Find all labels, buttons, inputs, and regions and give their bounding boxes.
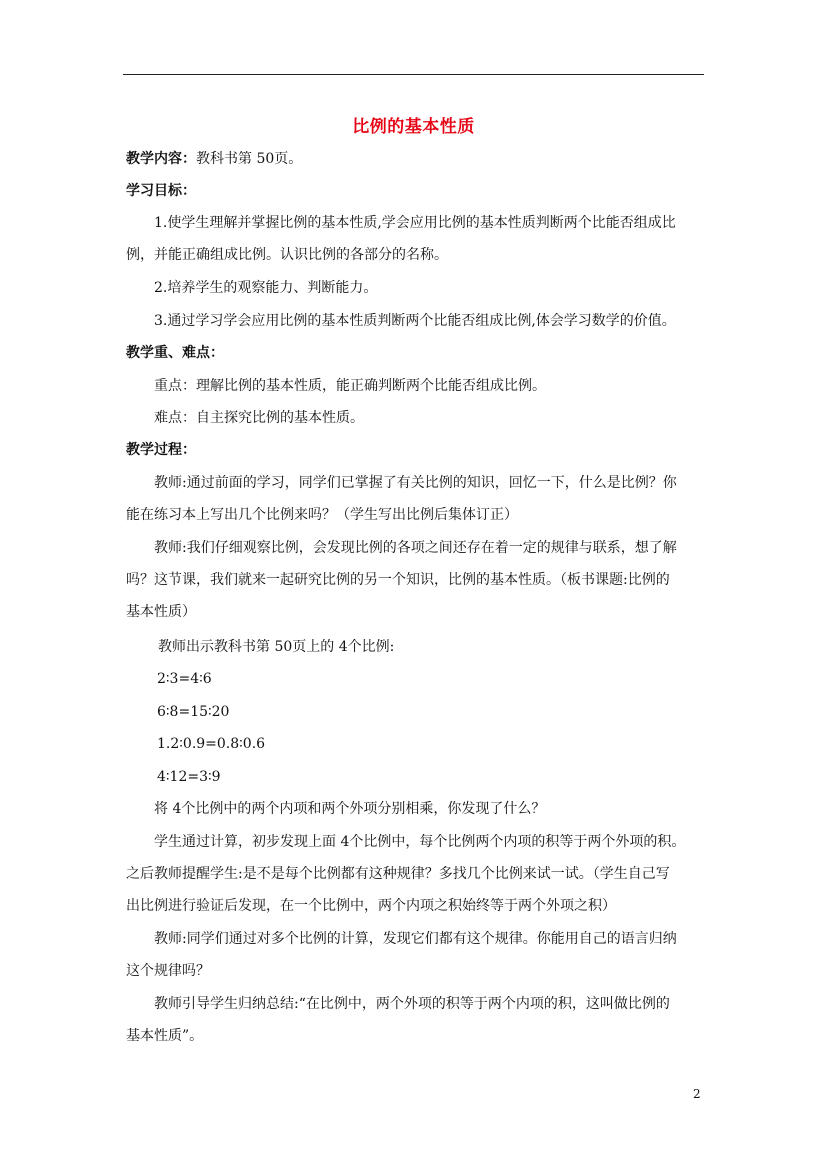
objective-1-line-1: 1.使学生理解并掌握比例的基本性质,学会应用比例的基本性质判断两个比能否组成比 <box>154 215 676 231</box>
paragraph-5-line-1: 学生通过计算，初步发现上面 4个比例中，每个比例两个内项的积等于两个外项的积。 <box>154 834 686 850</box>
difficult-point: 难点：自主探究比例的基本性质。 <box>154 410 364 426</box>
paragraph-5-line-2: 之后教师提醒学生:是不是每个比例都有这种规律？多找几个比例来试一试。（学生自己写 <box>126 866 670 882</box>
page-number: 2 <box>693 1087 701 1101</box>
key-point: 重点：理解比例的基本性质，能正确判断两个比能否组成比例。 <box>154 378 546 394</box>
paragraph-3: 教师出示教科书第 50页上的 4个比例: <box>158 639 395 655</box>
content-label: 教学内容： <box>126 151 196 167</box>
ratio-2: 6∶8=15∶20 <box>157 704 230 720</box>
ratio-4: 4∶12=3∶9 <box>157 769 221 785</box>
paragraph-7-line-2: 基本性质”。 <box>126 1028 204 1044</box>
ratio-3: 1.2∶0.9=0.8∶0.6 <box>157 736 266 752</box>
content-value: 教科书第 50页。 <box>196 151 303 167</box>
paragraph-2-line-3: 基本性质） <box>126 604 196 620</box>
paragraph-1-line-1: 教师:通过前面的学习，同学们已掌握了有关比例的知识，回忆一下，什么是比例？你 <box>154 475 677 491</box>
paragraph-6-line-1: 教师:同学们通过对多个比例的计算，发现它们都有这个规律。你能用自己的语言归纳 <box>154 931 677 947</box>
ratio-1: 2∶3=4∶6 <box>157 671 212 687</box>
paragraph-2-line-2: 吗？这节课，我们就来一起研究比例的另一个知识，比例的基本性质。（板书课题:比例的 <box>126 572 670 588</box>
process-heading: 教学过程： <box>126 442 196 458</box>
paragraph-1-line-2: 能在练习本上写出几个比例来吗？（学生写出比例后集体订正） <box>126 507 518 523</box>
paragraph-6-line-2: 这个规律吗？ <box>126 963 210 979</box>
paragraph-7-line-1: 教师引导学生归纳总结:“在比例中，两个外项的积等于两个内项的积，这叫做比例的 <box>154 996 670 1012</box>
objective-1-line-2: 例，并能正确组成比例。认识比例的各部分的名称。 <box>126 247 448 263</box>
document-title: 比例的基本性质 <box>352 117 475 137</box>
content-line <box>126 149 302 169</box>
header-rule <box>123 74 704 75</box>
paragraph-4: 将 4个比例中的两个内项和两个外项分别相乘，你发现了什么？ <box>154 801 546 817</box>
objective-3: 3.通过学习学会应用比例的基本性质判断两个比能否组成比例,体会学习数学的价值。 <box>154 313 676 329</box>
paragraph-2-line-1: 教师:我们仔细观察比例，会发现比例的各项之间还存在着一定的规律与联系，想了解 <box>154 540 677 556</box>
keypoints-heading: 教学重、难点： <box>126 345 224 361</box>
objective-2: 2.培养学生的观察能力、判断能力。 <box>154 280 378 296</box>
objectives-heading: 学习目标： <box>126 183 196 199</box>
paragraph-5-line-3: 出比例进行验证后发现，在一个比例中，两个内项之积始终等于两个外项之积） <box>126 898 616 914</box>
